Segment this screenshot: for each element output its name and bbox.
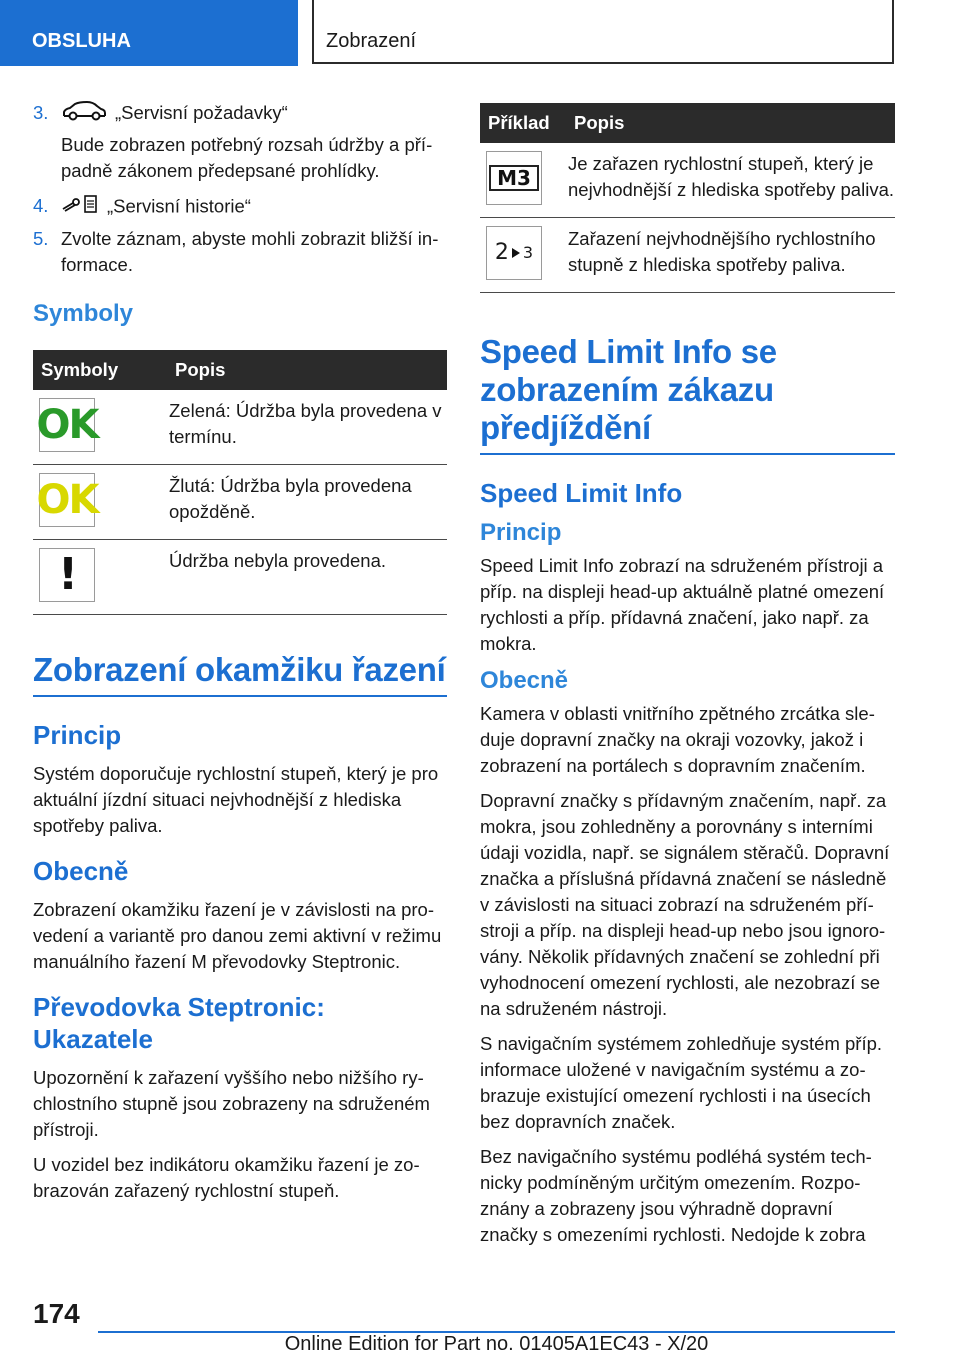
paragraph: Speed Limit Info zobrazí na sdruženém přístroji a příp. na displeji head-up aktuálně platné omezení rychlosti a příp. přídavná značení, jako např. za mokra. <box>480 555 885 654</box>
step-text: Zvolte záznam, abyste mohli zobrazit bližší informace. <box>61 227 439 275</box>
paragraph: Upozornění k zařazení vyššího nebo nižšího rychlostního stupně jsou zobrazeny na sdruženém přístroji. <box>33 1066 430 1140</box>
table-cell: Je zařazen rychlostní stupeň, který je nejvhodnější z hlediska spotřeby paliva. <box>566 143 895 218</box>
example-table <box>480 103 895 293</box>
steptronic-heading: Převodovka Steptronic: Ukazatele <box>33 991 325 1054</box>
section-title: Zobrazení okamžiku řazení <box>33 651 447 697</box>
symbols-table <box>33 350 447 615</box>
table-cell: Žlutá: Údržba byla provedena opožděně. <box>167 464 447 539</box>
obecne-heading: Obecně <box>480 667 569 694</box>
step-3-text <box>33 132 447 184</box>
table-row <box>480 143 895 218</box>
paragraph: Systém doporučuje rychlostní stupeň, který je pro aktuální jízdní situaci nejvhodnější z hlediska spotřeby paliva. <box>33 762 439 836</box>
obecne-heading: Obecně <box>33 855 129 886</box>
gear-label: M3 <box>489 165 539 191</box>
ok-yellow-icon: OK <box>39 473 95 527</box>
table-header: Popis <box>566 103 895 143</box>
table-row <box>33 390 447 465</box>
section-tab: OBSLUHA <box>0 0 298 66</box>
step-label: „Servisní historie“ <box>107 195 251 216</box>
paragraph: Dopravní značky s přídavným značením, např. za mokra, jsou zohledněny a porovnány s interními údaji vozidla, např. se signálem stěračů. Dopravní značka a příslušná přídavná značení se následně v závislosti na situaci zobrazí na sdruženém přístroji a příp. na displeji head-up nebo jsou ignorovány. Několik přídavných značení se zohlední při vyhodnocení omezení rychlosti, ale nezobrazí se na sdruženém nástroji. <box>480 790 890 1019</box>
step-number: 5. <box>33 227 49 249</box>
princip-heading: Princip <box>480 519 562 546</box>
page-number: 174 <box>33 1298 80 1329</box>
step-number: 3. <box>33 102 49 123</box>
gear-shift-up-icon <box>486 226 542 280</box>
service-history-icon <box>61 193 99 222</box>
table-row <box>33 539 447 614</box>
step-label: „Servisní požadavky“ <box>115 102 288 123</box>
paragraph: Bude zobrazen potřebný rozsah údržby a případně zákonem předepsané prohlídky. <box>61 133 433 181</box>
left-column <box>33 100 447 1213</box>
paragraph: Bez navigačního systému podléhá systém technicky podmíněným určitým omezením. Rozpoznány a zobrazeny jsou výhradně dopravní značky s omezeními rychlosti. Nedojde k zobra <box>480 1146 872 1245</box>
step-3 <box>33 100 447 128</box>
paragraph: Zobrazení okamžiku řazení je v závislosti na provedení a variantě pro danou zemi aktivní v režimu manuálního řazení M převodovky Steptronic. <box>33 898 442 972</box>
symbols-heading: Symboly <box>33 299 134 327</box>
table-header: Příklad <box>480 103 566 143</box>
step-number: 4. <box>33 194 49 216</box>
gear-m3-icon <box>486 151 542 205</box>
section-title: Speed Limit Info se zobrazením zákazu předjíždění <box>480 333 895 455</box>
ok-green-icon: OK <box>39 398 95 452</box>
table-row <box>480 218 895 293</box>
table-cell: Údržba nebyla provedena. <box>167 539 447 614</box>
gear-from: 2 <box>494 240 509 265</box>
car-service-icon <box>61 101 107 128</box>
table-cell: Zelená: Údržba byla provedena v termínu. <box>167 390 447 465</box>
paragraph: Kamera v oblasti vnitřního zpětného zrcátka sleduje dopravní značky na okraji vozovky, jakož i zobrazení na portálech s dopravním značením. <box>480 703 875 776</box>
paragraph: U vozidel bez indikátoru okamžiku řazení je zobrazován zařazený rychlostní stupeň. <box>33 1153 420 1201</box>
right-column <box>480 103 895 1257</box>
paragraph: S navigačním systémem zohledňuje systém příp. informace uložené v navigačním systému a zobrazuje existující omezení rychlosti i na úsecích bez dopravních značek. <box>480 1033 883 1132</box>
exclamation-icon: ! <box>39 548 95 602</box>
step-5 <box>33 226 447 278</box>
table-row <box>33 464 447 539</box>
table-cell: Zařazení nejvhodnějšího rychlostního stupně z hlediska spotřeby paliva. <box>566 218 895 293</box>
table-header-row <box>480 103 895 143</box>
chapter-title: Zobrazení <box>312 0 894 64</box>
table-header: Popis <box>167 350 447 390</box>
footer-edition: Online Edition for Part no. 01405A1EC43 - X/20 <box>284 1333 709 1355</box>
table-header: Symboly <box>33 350 167 390</box>
step-4 <box>33 193 447 222</box>
table-header-row <box>33 350 447 390</box>
gear-to: 3 <box>522 243 534 262</box>
subsection-title: Speed Limit Info <box>480 478 683 508</box>
princip-heading: Princip <box>33 719 122 750</box>
page-header <box>0 0 960 66</box>
